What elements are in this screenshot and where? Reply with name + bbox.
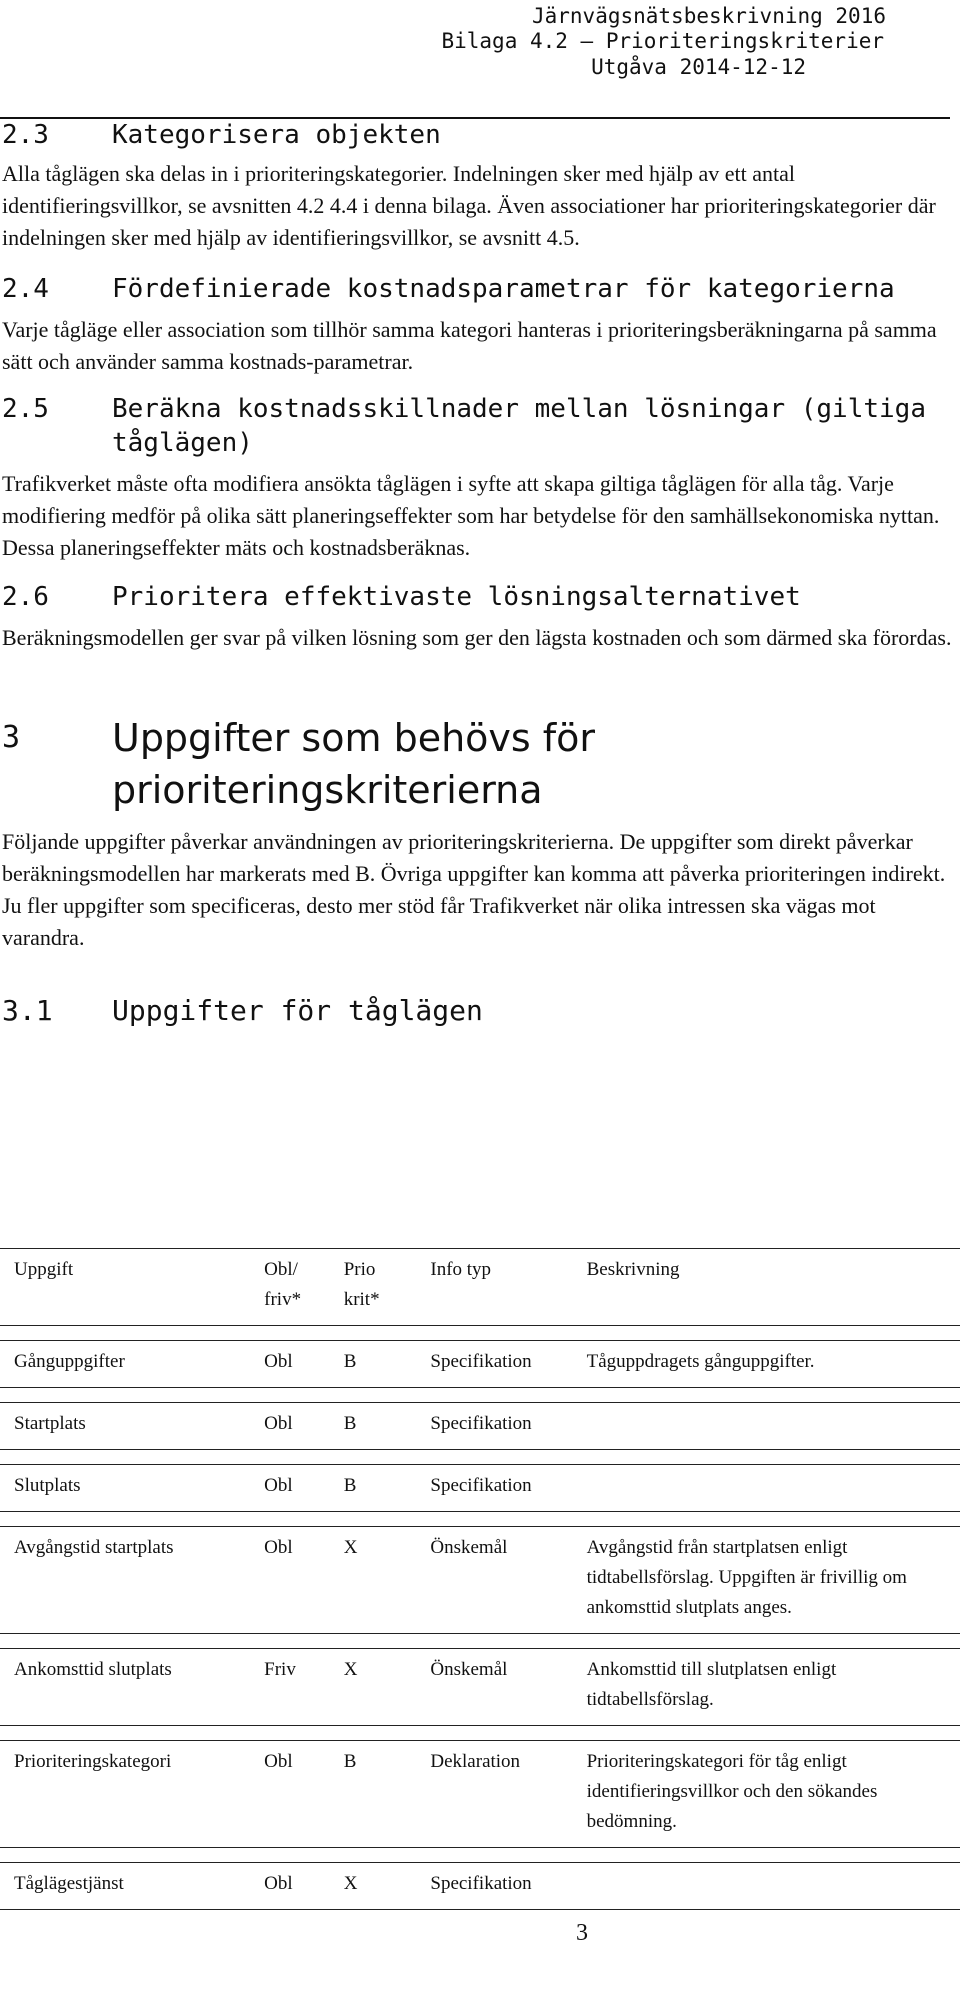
table-row-spacer <box>0 1512 960 1527</box>
table-cell: X <box>330 1863 417 1910</box>
table-row-spacer <box>0 1848 960 1863</box>
table-row <box>0 1341 960 1388</box>
table-cell: Obl <box>250 1527 330 1634</box>
table-cell <box>573 1403 960 1450</box>
section-2-5-paragraph: Trafikverket måste ofta modifiera ansökta tåglägen i syfte att skapa giltiga tåglägen för alla tåg. Varje modifiering medför på olika sätt planeringseffekter som har betydelse för den samhällsekonomiska nyttan. Dessa planeringseffekter mäts och kostnadsberäknas. <box>2 471 940 560</box>
table-cell: Önskemål <box>416 1527 572 1634</box>
table-cell: Specifikation <box>416 1403 572 1450</box>
table-cell: Önskemål <box>416 1649 572 1726</box>
table-cell: B <box>330 1403 417 1450</box>
section-number: 2.4 <box>2 274 49 304</box>
table-spacer-cell <box>0 1450 960 1465</box>
table-cell: Avgångstid startplats <box>0 1527 250 1634</box>
table-cell: Prioriteringskategori <box>0 1741 250 1848</box>
section-2-3-paragraph: Alla tåglägen ska delas in i prioriteringskategorier. Indelningen sker med hjälp av ett antal identifieringsvillkor, se avsnitten 4.2 4.4 i denna bilaga. Även associationer har prioriteringskategorier där indelningen sker med hjälp av identifieringsvillkor, se avsnitt 4.5. <box>2 161 936 250</box>
section-2-3-heading <box>2 118 952 152</box>
section-number: 2.5 <box>2 394 49 424</box>
section-title: Fördefinierade kostnadsparametrar för kategorierna <box>112 274 895 304</box>
table-cell: X <box>330 1649 417 1726</box>
table-row <box>0 1863 960 1910</box>
table-cell: B <box>330 1741 417 1848</box>
table-cell: Obl <box>250 1863 330 1910</box>
header-appendix: Bilaga 4.2 – Prioriteringskriterier <box>441 29 884 53</box>
table-row <box>0 1527 960 1634</box>
page-number: 3 <box>576 1920 588 1946</box>
header-document-title: Järnvägsnätsbeskrivning 2016 <box>531 4 886 28</box>
table-header-cell: Uppgift <box>0 1249 250 1326</box>
section-2-6-heading <box>2 580 952 614</box>
table-spacer-cell <box>0 1726 960 1741</box>
table-spacer-cell <box>0 1388 960 1403</box>
table-cell <box>573 1465 960 1512</box>
section-title: Uppgifter för tåglägen <box>112 994 483 1027</box>
table-body <box>0 1326 960 1910</box>
table-cell: Startplats <box>0 1403 250 1450</box>
table-cell: Avgångstid från startplatsen enligt tidtabellsförslag. Uppgiften är frivillig om ankomsttid slutplats anges. <box>573 1527 960 1634</box>
section-number: 2.6 <box>2 582 49 612</box>
table-cell: Tåguppdragets gånguppgifter. <box>573 1341 960 1388</box>
table-cell: Ankomsttid slutplats <box>0 1649 250 1726</box>
table-row-spacer <box>0 1326 960 1341</box>
table-cell: Friv <box>250 1649 330 1726</box>
table-cell: Specifikation <box>416 1863 572 1910</box>
table-spacer-cell <box>0 1848 960 1863</box>
table-header-row <box>0 1249 960 1326</box>
section-number: 2.3 <box>2 120 49 150</box>
table-cell: B <box>330 1341 417 1388</box>
header-edition: Utgåva 2014-12-12 <box>591 55 806 79</box>
table-cell: Obl <box>250 1403 330 1450</box>
table-cell: Obl <box>250 1741 330 1848</box>
section-title: Uppgifter som behövs för prioriteringskriterierna <box>112 716 596 812</box>
section-2-4-paragraph: Varje tågläge eller association som tillhör samma kategori hanteras i prioriteringsberäkningarna på samma sätt och använder samma kostnads-parametrar. <box>2 317 937 374</box>
table-row <box>0 1649 960 1726</box>
table-cell: Specifikation <box>416 1465 572 1512</box>
section-2-6-paragraph: Beräkningsmodellen ger svar på vilken lösning som ger den lägsta kostnaden och som därmed ska förordas. <box>2 625 952 650</box>
table-cell: Prioriteringskategori för tåg enligt identifieringsvillkor och den sökandes bedömning. <box>573 1741 960 1848</box>
table-cell: B <box>330 1465 417 1512</box>
table-cell: Obl <box>250 1341 330 1388</box>
table-row-spacer <box>0 1726 960 1741</box>
table-row-spacer <box>0 1450 960 1465</box>
table-cell: X <box>330 1527 417 1634</box>
table-cell <box>573 1863 960 1910</box>
table-cell: Ankomsttid till slutplatsen enligt tidtabellsförslag. <box>573 1649 960 1726</box>
section-number: 3 <box>2 720 21 755</box>
train-path-data-table <box>0 1248 960 1910</box>
table-row <box>0 1741 960 1848</box>
section-3-1-heading <box>2 994 952 1028</box>
table-row-spacer <box>0 1634 960 1649</box>
section-title: Prioritera effektivaste lösningsalternativet <box>112 582 801 612</box>
table-cell: Slutplats <box>0 1465 250 1512</box>
table-cell: Specifikation <box>416 1341 572 1388</box>
table-spacer-cell <box>0 1326 960 1341</box>
table-header-cell: Obl/ friv* <box>250 1249 330 1326</box>
table-cell: Obl <box>250 1465 330 1512</box>
table-header-cell: Prio krit* <box>330 1249 417 1326</box>
section-number: 3.1 <box>2 994 53 1027</box>
section-title: Beräkna kostnadsskillnader mellan lösningar (giltiga tåglägen) <box>112 394 926 458</box>
table-cell: Deklaration <box>416 1741 572 1848</box>
table-cell: Gånguppgifter <box>0 1341 250 1388</box>
table-spacer-cell <box>0 1634 960 1649</box>
table-row <box>0 1465 960 1512</box>
table-header-cell: Beskrivning <box>573 1249 960 1326</box>
document-body <box>2 116 952 1028</box>
page-header <box>0 4 960 120</box>
section-title: Kategorisera objekten <box>112 120 441 150</box>
section-3-heading <box>2 712 952 816</box>
section-2-5-heading <box>2 392 952 460</box>
table-header-cell: Info typ <box>416 1249 572 1326</box>
section-2-4-heading <box>2 272 952 306</box>
table-row-spacer <box>0 1388 960 1403</box>
section-3-paragraph: Följande uppgifter påverkar användningen av prioriteringskriterierna. De uppgifter som direkt påverkar beräkningsmodellen har markerats med B. Övriga uppgifter kan komma att påverka prioriteringen indirekt. Ju fler uppgifter som specificeras, desto mer stöd får Trafikverket när olika intressen ska vägas mot varandra. <box>2 829 946 950</box>
table-row <box>0 1403 960 1450</box>
table-spacer-cell <box>0 1512 960 1527</box>
table-cell: Tåglägestjänst <box>0 1863 250 1910</box>
